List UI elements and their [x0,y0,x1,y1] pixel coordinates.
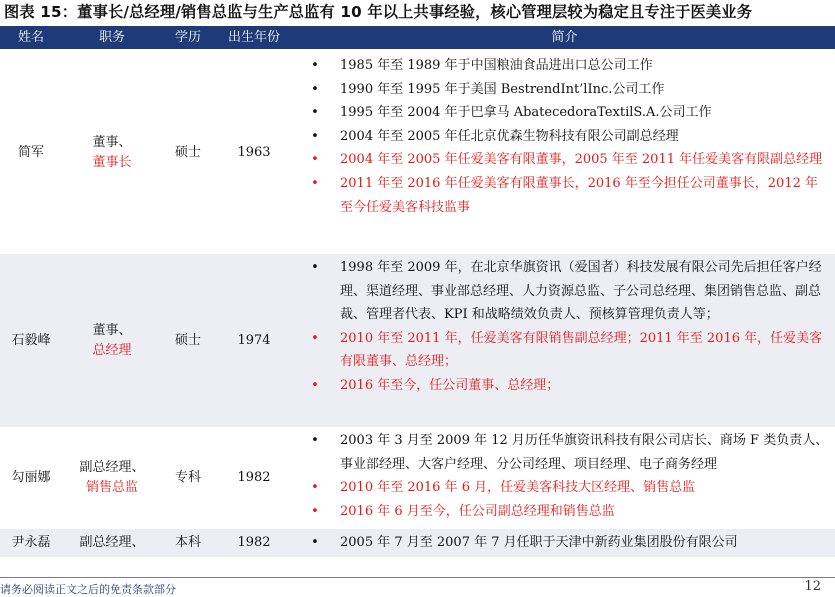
person-name: 勾丽娜 [11,470,51,485]
position-line: 副总经理、 [79,535,145,550]
bullet-icon: • [311,433,319,448]
position-line: 董事、 [92,322,132,338]
bullet-icon: • [311,105,319,121]
intro-bullet [300,172,830,219]
intro-bullet [300,500,830,524]
bullet-text: 2010 年至 2016 年 6 月，任爱美客科技大区经理、销售总监 [340,480,696,496]
bullet-icon: • [311,175,319,191]
bullet-text: 2005 年 7 月至 2007 年 7 月任职于天津中新药业集团股份有限公司 [340,535,738,550]
bullet-text: 2004 年至 2005 年任北京优森生物科技有限公司副总经理 [340,128,679,144]
bullet-icon: • [311,81,319,97]
education: 硕士 [174,145,201,160]
bullet-text: 2011 年至 2016 年任爱美客有限董事长，2016 年至今担任公司董事长，2012 年至今任爱美客科技监事 [340,175,818,215]
header-position: 职务 [98,30,125,45]
bullet-text: 1990 年至 1995 年于美国 BestrendInt’lInc.公司工作 [340,81,665,97]
header-intro: 简介 [551,30,578,45]
intro-list [300,54,830,219]
bullet-text: 2016 年 6 月至今，任公司副总经理和销售总监 [340,503,615,519]
birth-year: 1982 [237,535,271,550]
header-education: 学历 [174,30,201,45]
header-name: 姓名 [17,30,44,45]
bullet-text: 2016 年至今，任公司董事、总经理； [340,377,560,393]
bullet-text: 2004 年至 2005 年任爱美客有限董事，2005 年至 2011 年任爱美客有限副总经理 [340,152,823,168]
education: 硕士 [174,332,201,348]
bullet-icon: • [311,330,319,346]
header-birth-year: 出生年份 [227,30,280,45]
position-line: 总经理 [92,342,132,358]
position-line: 销售总监 [85,480,138,495]
bullet-icon: • [311,503,319,519]
bullet-icon: • [311,260,319,275]
intro-bullet [300,125,830,149]
intro-bullet [300,78,830,102]
intro-bullet [300,476,830,500]
person-name: 简军 [17,145,44,160]
footer-disclaimer: 请务必阅读正文之后的免责条款部分 [0,583,176,596]
intro-bullet [300,531,830,555]
intro-bullet [300,429,830,476]
figure-title: 图表 15：董事长/总经理/销售总监与生产总监有 10 年以上共事经验，核心管理层较为稳定且专注于医美业务 [4,3,753,21]
intro-list [300,429,830,523]
bullet-icon: • [311,377,319,393]
intro-bullet [300,101,830,125]
page-number: 12 [804,579,821,594]
intro-bullet [300,148,830,172]
intro-list [300,256,830,398]
bullet-icon: • [311,58,319,73]
birth-year: 1982 [237,470,271,485]
table-header [0,26,835,49]
footer-divider [0,577,835,578]
position-line: 副总经理、 [79,460,145,475]
education: 专科 [174,470,201,485]
bullet-text: 1995 年至 2004 年于巴拿马 AbatecedoraTextilS.A.公司工作 [340,105,712,121]
bullet-icon: • [311,480,319,496]
bullet-icon: • [311,535,319,550]
bullet-text: 1998 年至 2009 年，在北京华旗资讯（爱国者）科技发展有限公司先后担任客户经理、渠道经理、事业部总经理、人力资源总监、子公司总经理、集团销售总监、副总裁、管理者代表、KPI 和战略绩效负责人、预核算管理负责人等； [340,260,822,323]
intro-bullet [300,256,830,327]
intro-list [300,531,830,555]
person-name: 尹永磊 [11,535,51,550]
birth-year: 1974 [237,332,271,348]
bullet-text: 1985 年至 1989 年于中国粮油食品进出口总公司工作 [340,58,653,73]
person-name: 石毅峰 [11,332,51,348]
birth-year: 1963 [237,145,271,160]
intro-bullet [300,327,830,374]
bullet-icon: • [311,152,319,168]
bullet-text: 2010 年至 2011 年，任爱美客有限销售副总经理；2011 年至 2016 年，任爱美客有限董事、总经理； [340,330,823,370]
intro-bullet [300,374,830,398]
intro-bullet [300,54,830,78]
education: 本科 [174,535,201,550]
position-line: 董事长 [92,155,132,170]
bullet-text: 2003 年 3 月至 2009 年 12 月历任华旗资讯科技有限公司店长、商场 F 类负责人、事业部经理、大客户经理、分公司经理、项目经理、电子商务经理 [340,433,829,472]
position-line: 董事、 [92,135,132,150]
bullet-icon: • [311,128,319,144]
